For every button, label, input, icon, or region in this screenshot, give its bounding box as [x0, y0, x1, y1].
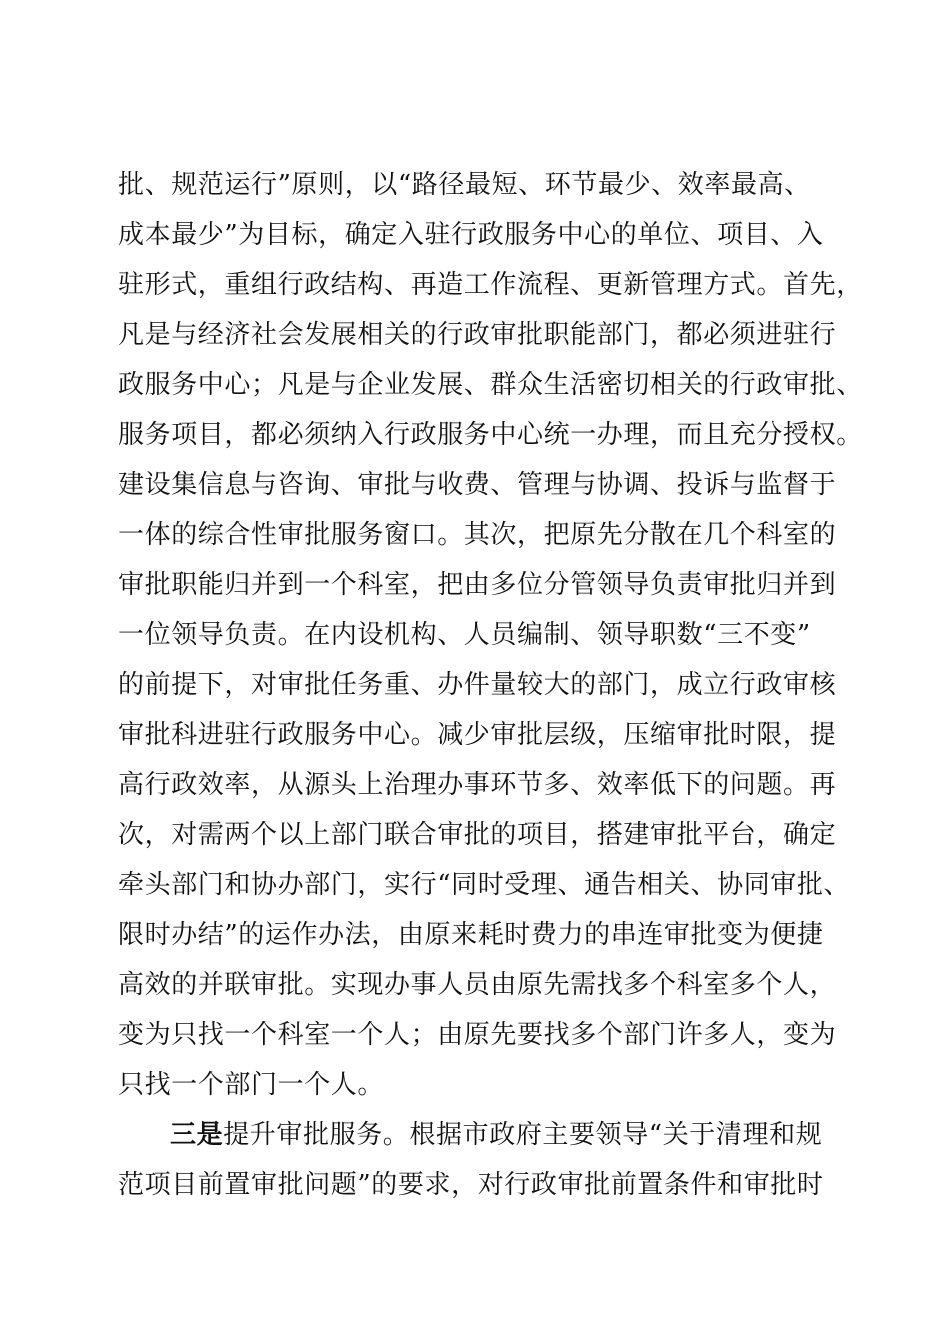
text-line: 批、规范运行”原则，以“路径最短、环节最少、效率最高、: [118, 170, 811, 200]
text-line: 驻形式，重组行政结构、再造工作流程、更新管理方式。首先，: [118, 270, 863, 300]
text-line: 一位领导负责。在内设机构、人员编制、领导职数“三不变”: [118, 620, 811, 650]
text-line: 高行政效率，从源头上治理办事环节多、效率低下的问题。再: [118, 770, 837, 800]
text-line: 成本最少”为目标，确定入驻行政服务中心的单位、项目、入: [118, 220, 824, 250]
paragraph-lead-marker: 三是: [170, 1120, 224, 1150]
text-line: 一体的综合性审批服务窗口。其次，把原先分散在几个科室的: [118, 520, 837, 550]
body-text: [118, 160, 863, 1210]
text-line: 政服务中心；凡是与企业发展、群众生活密切相关的行政审批、: [118, 370, 863, 400]
paragraph-first-line-text: 提升审批服务。根据市政府主要领导“关于清理和规: [223, 1120, 823, 1150]
text-line: 凡是与经济社会发展相关的行政审批职能部门，都必须进驻行: [118, 320, 837, 350]
text-line: 只找一个部门一个人。: [118, 1070, 385, 1100]
text-line: 服务项目，都必须纳入行政服务中心统一办理，而且充分授权。: [118, 420, 863, 450]
text-line: 高效的并联审批。实现办事人员由原先需找多个科室多个人，: [118, 970, 837, 1000]
text-line: 限时办结”的运作办法，由原来耗时费力的串连审批变为便捷: [118, 920, 824, 950]
text-line: 建设集信息与咨询、审批与收费、管理与协调、投诉与监督于: [118, 470, 837, 500]
text-line: 审批科进驻行政服务中心。减少审批层级，压缩审批时限，提: [118, 720, 837, 750]
text-line: 牵头部门和协办部门，实行“同时受理、通告相关、协同审批、: [118, 870, 851, 900]
paragraph-3-first-line: [118, 1110, 838, 1160]
text-line: 次，对需两个以上部门联合审批的项目，搭建审批平台，确定: [118, 820, 837, 850]
text-line: 变为只找一个科室一个人；由原先要找多个部门许多人，变为: [118, 1020, 837, 1050]
text-line: 审批职能归并到一个科室，把由多位分管领导负责审批归并到: [118, 570, 837, 600]
text-line: 范项目前置审批问题”的要求，对行政审批前置条件和审批时: [118, 1170, 824, 1200]
text-line: 的前提下，对审批任务重、办件量较大的部门，成立行政审核: [118, 670, 837, 700]
